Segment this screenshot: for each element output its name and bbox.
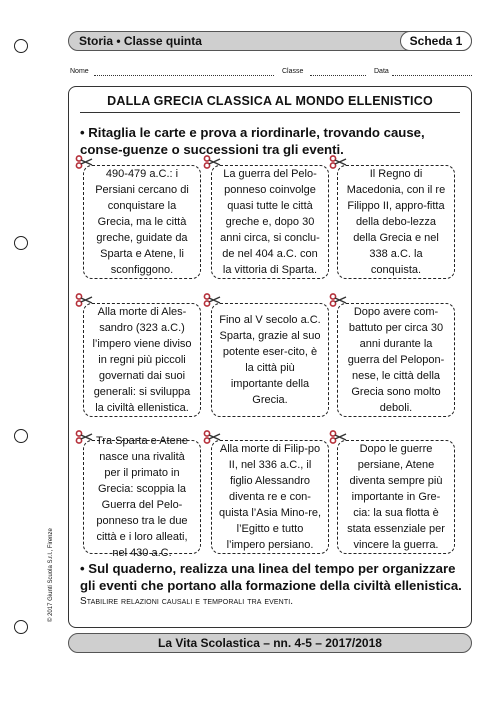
scissors-icon [329, 155, 347, 169]
scissors-icon [203, 293, 221, 307]
event-card [337, 303, 455, 417]
event-card [337, 440, 455, 554]
copyright-note: © 2017 Giunti Scuola S.r.l., Firenze [48, 528, 54, 622]
learning-objective: Stabilire relazioni causali e temporali tra eventi. [80, 596, 294, 607]
scissors-icon [203, 155, 221, 169]
class-label: Classe [282, 68, 304, 75]
scissors-icon [75, 293, 93, 307]
title-divider [80, 112, 460, 113]
event-card-text: Dopo avere com-battuto per circa 30 anni durante la guerra del Pelopon-nese, le città della Grecia sono molto deboli. [347, 306, 445, 414]
instruction-timeline: • Sul quaderno, realizza una linea del tempo per organizzare gli eventi che portano alla formazione della civiltà ellenistica. [80, 561, 462, 593]
scissors-icon [203, 430, 221, 444]
event-card-text: Alla morte di Ales-sandro (323 a.C.) l’impero viene diviso in regni più piccoli governati dai suoi generali: si sviluppa la civiltà ellenistica. [92, 306, 192, 414]
event-card-text: Fino al V secolo a.C. Sparta, grazie al suo potente eser-cito, è la città più importante della Grecia. [219, 314, 321, 406]
binder-hole-icon [14, 620, 28, 634]
subject-label: Storia • Classe quinta [79, 34, 202, 48]
scissors-icon [329, 293, 347, 307]
event-card [83, 165, 201, 279]
class-field[interactable] [310, 75, 366, 76]
event-card-text: 490-479 a.C.: i Persiani cercano di conquistare la Grecia, ma le città greche, guidate da Sparta e Atene, li sconfiggono. [95, 168, 189, 276]
scissors-icon [75, 430, 93, 444]
event-card [83, 303, 201, 417]
binder-hole-icon [14, 39, 28, 53]
date-label: Data [374, 68, 389, 75]
event-card-text: Tra Sparta e Atene nasce una rivalità per il primato in Grecia: scoppia la Guerra del Pelo-ponneso tra le due città e i loro alleati, nel 430 a.C. [96, 435, 188, 559]
page-title: DALLA GRECIA CLASSICA AL MONDO ELLENISTICO [107, 94, 433, 108]
footer-bar: La Vita Scolastica – nn. 4-5 – 2017/2018 [68, 633, 472, 653]
event-card [337, 165, 455, 279]
sheet-label: Scheda 1 [400, 31, 472, 51]
event-card-text: La guerra del Pelo-ponneso coinvolge quasi tutte le città greche e, dopo 30 anni circa, si conclu-de nel 404 a.C. con la vittoria di Sparta. [220, 168, 320, 276]
instruction-cut: • Ritaglia le carte e prova a riordinarle, trovando cause, conse-guenze o successioni tra gli eventi. [80, 125, 425, 157]
event-card [211, 303, 329, 417]
name-field[interactable] [94, 75, 274, 76]
event-card-text: Alla morte di Filip-po II, nel 336 a.C., il figlio Alessandro diventa re e con-quista l’Asia Mino-re, l’Egitto e tutto l’impero persiano. [218, 443, 322, 551]
date-field[interactable] [392, 75, 472, 76]
binder-hole-icon [14, 236, 28, 250]
event-card-text: Dopo le guerre persiane, Atene diventa sempre più importante in Gre-cia: la sua flotta è stata essenziale per vincere la guerra. [347, 443, 445, 551]
scissors-icon [75, 155, 93, 169]
event-card-text: Il Regno di Macedonia, con il re Filippo II, appro-fitta della debo-lezza della Grecia e nel 338 a.C. la conquista. [346, 168, 446, 276]
name-label: Nome [70, 68, 89, 75]
event-card [83, 435, 201, 559]
event-card [211, 440, 329, 554]
binder-hole-icon [14, 429, 28, 443]
scissors-icon [329, 430, 347, 444]
event-card [211, 165, 329, 279]
header-bar [68, 31, 472, 51]
